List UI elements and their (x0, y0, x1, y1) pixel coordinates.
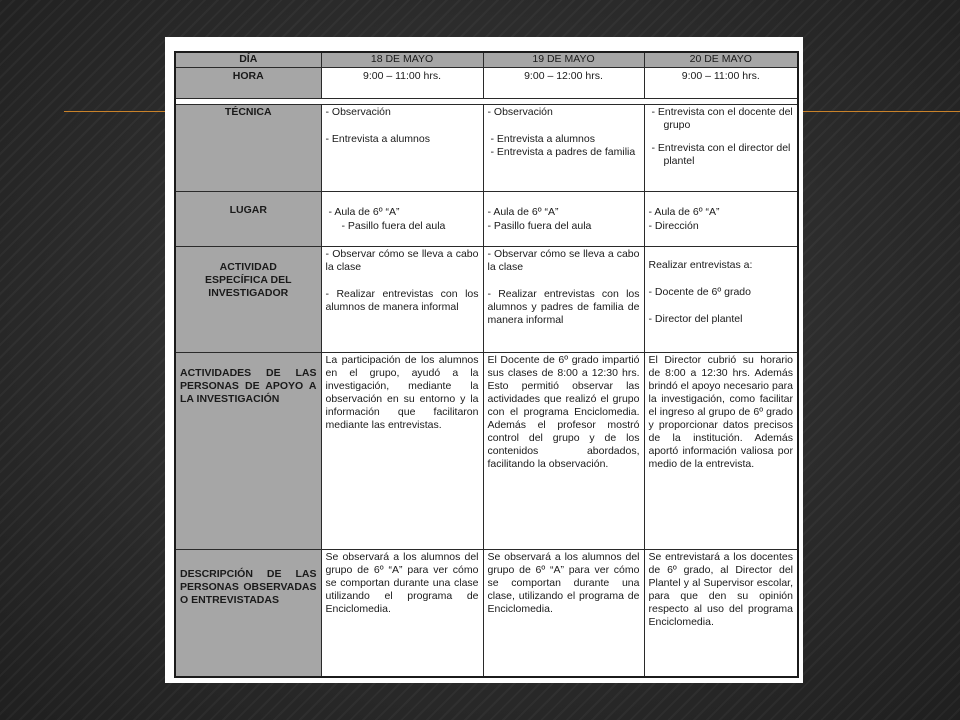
descripcion-day-2 (483, 549, 644, 677)
apoyo-text: El Director cubrió su horario de 8:00 a 12:30 hrs. Además brindó el apoyo necesario para la investigación, como facilitar el ingreso al grupo de 6º grado y proporcionar datos precisos de la institución. Además aportó información valiosa por medio de la entrevista. (648, 353, 793, 470)
actividad-day-2 (483, 247, 644, 353)
row-hora (175, 67, 798, 98)
tecnica-item: - Entrevista a alumnos (490, 133, 595, 146)
lugar-item: - Aula de 6º “A” (328, 206, 400, 219)
hora-day-3: 9:00 – 11:00 hrs. (644, 67, 798, 98)
tecnica-item: - Observación (487, 106, 553, 119)
accent-line-right (802, 111, 960, 112)
lugar-item: - Pasillo fuera del aula (487, 219, 592, 232)
tecnica-label: TÉCNICA (175, 105, 321, 192)
row-apoyo (175, 352, 798, 549)
dia-label: DÍA (175, 52, 321, 67)
lugar-item: - Pasillo fuera del aula (341, 219, 446, 232)
actividad-label: ACTIVIDAD ESPECÍFICA DEL INVESTIGADOR (175, 247, 321, 353)
descripcion-label: DESCRIPCIÓN DE LAS PERSONAS OBSERVADAS O ENTREVISTADAS (175, 549, 321, 677)
tecnica-item: - Entrevista con el director del plantel (651, 142, 791, 168)
tecnica-item: - Entrevista con el docente del grupo (651, 106, 793, 132)
hora-day-1: 9:00 – 11:00 hrs. (321, 67, 483, 98)
document-sheet (165, 37, 803, 683)
actividad-item: Realizar entrevistas a: (648, 259, 753, 272)
descripcion-day-3 (644, 549, 798, 677)
day-1: 18 DE MAYO (321, 52, 483, 67)
lugar-label: LUGAR (175, 192, 321, 247)
row-actividad (175, 247, 798, 353)
row-descripcion (175, 549, 798, 677)
hora-label: HORA (175, 67, 321, 98)
lugar-item: - Aula de 6º “A” (487, 206, 559, 219)
apoyo-text: La participación de los alumnos en el grupo, ayudó a la investigación, mediante la observación en su entorno y la información que facilitaron mediante las entrevistas. (325, 353, 479, 431)
apoyo-day-3 (644, 352, 798, 549)
descripcion-text: Se entrevistará a los docentes de 6º grado, al Director del Plantel y al Supervisor escolar, para que den su opinión respecto al uso del programa Enciclomedia. (648, 550, 793, 628)
apoyo-label: ACTIVIDADES DE LAS PERSONAS DE APOYO A LA INVESTIGACIÓN (175, 352, 321, 549)
schedule-table (174, 51, 799, 678)
actividad-item: - Realizar entrevistas con los alumnos de manera informal (325, 288, 479, 314)
accent-line-left (64, 111, 166, 112)
lugar-day-1 (321, 192, 483, 247)
actividad-item: - Docente de 6º grado (648, 286, 751, 299)
hora-day-2: 9:00 – 12:00 hrs. (483, 67, 644, 98)
tecnica-day-1 (321, 105, 483, 192)
tecnica-day-2 (483, 105, 644, 192)
apoyo-day-2 (483, 352, 644, 549)
day-3: 20 DE MAYO (644, 52, 798, 67)
lugar-day-2 (483, 192, 644, 247)
lugar-item: - Aula de 6º “A” (648, 206, 720, 219)
day-2: 19 DE MAYO (483, 52, 644, 67)
tecnica-day-3 (644, 105, 798, 192)
header-row-dia (175, 52, 798, 67)
actividad-item: - Observar cómo se lleva a cabo la clase (487, 248, 640, 274)
row-lugar (175, 192, 798, 247)
descripcion-text: Se observará a los alumnos del grupo de 6º “A” para ver cómo se comportan durante una clase utilizando el programa de Enciclomedia. (325, 550, 479, 615)
actividad-day-3 (644, 247, 798, 353)
tecnica-item: - Entrevista a alumnos (325, 133, 430, 146)
tecnica-item: - Observación (325, 106, 391, 119)
apoyo-text: El Docente de 6º grado impartió sus clases de 8:00 a 12:30 hrs. Esto permitió observar las actividades que realizó el grupo con el programa Enciclomedia. Además el profesor mostró control del grupo y de los contenidos abordados, facilitando la observación. (487, 353, 640, 470)
tecnica-item: - Entrevista a padres de familia (490, 146, 636, 159)
apoyo-day-1 (321, 352, 483, 549)
descripcion-text: Se observará a los alumnos del grupo de 6º “A” para ver cómo se comportan durante una clase, utilizando el programa de Enciclomedia. (487, 550, 640, 615)
row-tecnica (175, 105, 798, 192)
lugar-item: - Dirección (648, 219, 699, 232)
actividad-item: - Realizar entrevistas con los alumnos y padres de familia de manera informal (487, 288, 640, 327)
actividad-item: - Observar cómo se lleva a cabo la clase (325, 248, 479, 274)
lugar-day-3 (644, 192, 798, 247)
actividad-day-1 (321, 247, 483, 353)
actividad-item: - Director del plantel (648, 313, 743, 326)
descripcion-day-1 (321, 549, 483, 677)
